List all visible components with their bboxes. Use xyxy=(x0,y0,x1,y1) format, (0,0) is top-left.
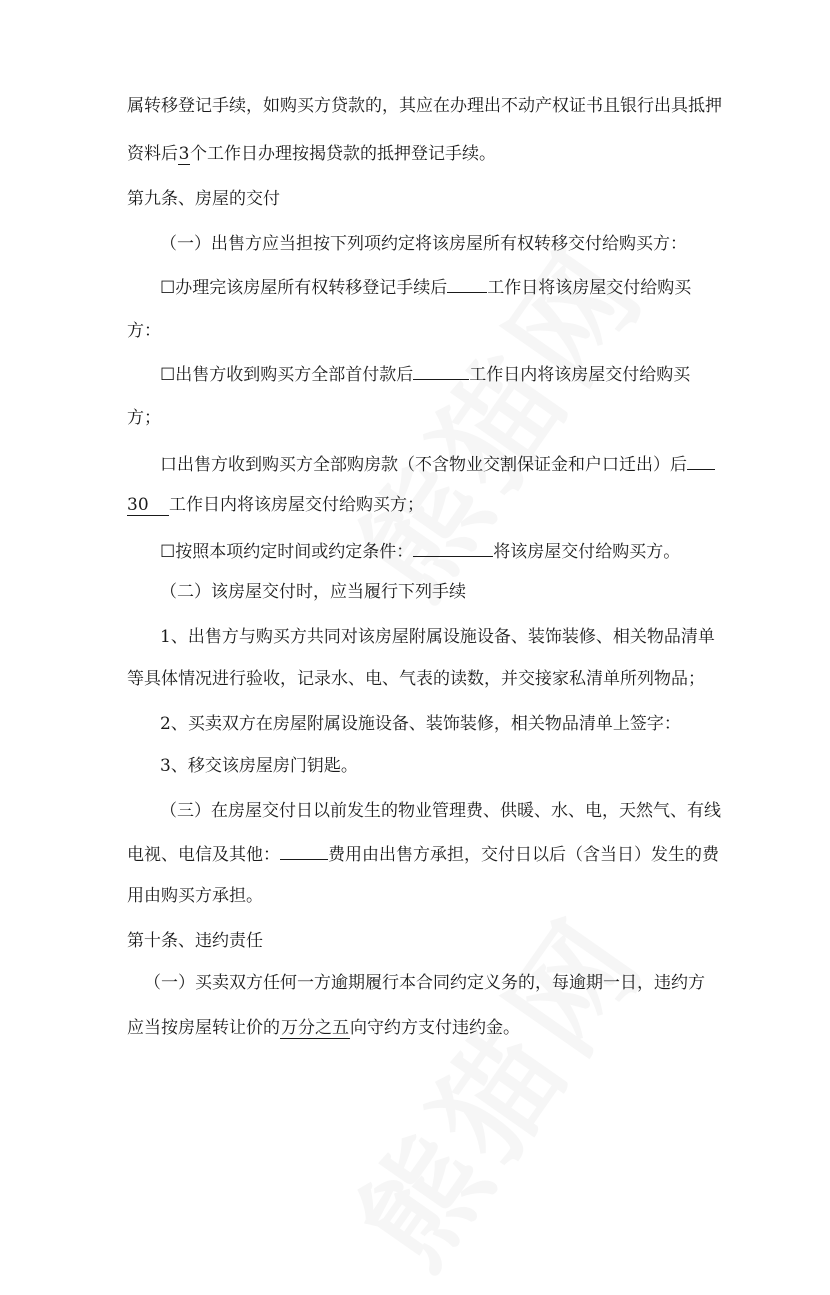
blank-field xyxy=(280,841,328,860)
option-line: ☐按照本项约定时间或约定条件： 将该房屋交付给购买方。 xyxy=(0,538,830,564)
blank-field xyxy=(687,451,715,470)
paragraph-line: 属转移登记手续，如购买方贷款的，其应在办理出不动产权证书且银行出具抵押 xyxy=(127,96,722,116)
paragraph-line: 应当按房屋转让价的万分之五向守约方支付违约金。 xyxy=(127,1018,520,1038)
blank-field xyxy=(447,274,487,293)
section-heading: （三）在房屋交付日以前发生的物业管理费、供暖、水、电，天然气、有线 xyxy=(160,801,721,821)
paragraph-line: 30 工作日内将该房屋交付给购买方； xyxy=(127,495,424,515)
underlined-number: 30 xyxy=(127,495,169,516)
blank-field xyxy=(413,361,469,380)
section-heading: （二）该房屋交付时，应当履行下列手续 xyxy=(160,582,466,602)
option-line: ☐办理完该房屋所有权转移登记手续后 工作日将该房屋交付给购买 xyxy=(0,274,830,300)
paragraph-line: 用由购买方承担。 xyxy=(127,886,263,906)
paragraph-line: 资料后3个工作日办理按揭贷款的抵押登记手续。 xyxy=(127,144,496,164)
section-heading: （一）买卖双方任何一方逾期履行本合同约定义务的，每逾期一日，违约方 xyxy=(144,973,705,993)
list-item: 1、出售方与购买方共同对该房屋附属设施设备、装饰装修、相关物品清单 xyxy=(160,627,715,647)
list-item: 3、移交该房屋房门钥匙。 xyxy=(160,756,358,776)
paragraph-line: 方： xyxy=(127,321,161,341)
paragraph-line: 等具体情况进行验收，记录水、电、气表的读数，并交接家私清单所列物品； xyxy=(127,669,705,689)
underlined-term: 万分之五 xyxy=(281,1018,349,1038)
article-heading: 第九条、房屋的交付 xyxy=(127,189,280,209)
paragraph-line: 方； xyxy=(127,408,161,428)
list-item: 2、买卖双方在房屋附属设施设备、装饰装修，相关物品清单上签字： xyxy=(160,714,681,734)
section-heading: （一）出售方应当担按下列项约定将该房屋所有权转移交付给购买方： xyxy=(160,234,687,254)
paragraph-line: 电视、电信及其他： 费用由出售方承担，交付日以后（含当日）发生的费 xyxy=(0,841,830,867)
article-heading: 第十条、违约责任 xyxy=(127,931,263,951)
underlined-number: 3 xyxy=(178,144,190,164)
blank-field xyxy=(413,538,493,557)
option-line: ☐出售方收到购买方全部首付款后 工作日内将该房屋交付给购买 xyxy=(0,361,830,387)
option-line: 口出售方收到购买方全部购房款（不含物业交割保证金和户口迁出）后 xyxy=(0,451,830,477)
